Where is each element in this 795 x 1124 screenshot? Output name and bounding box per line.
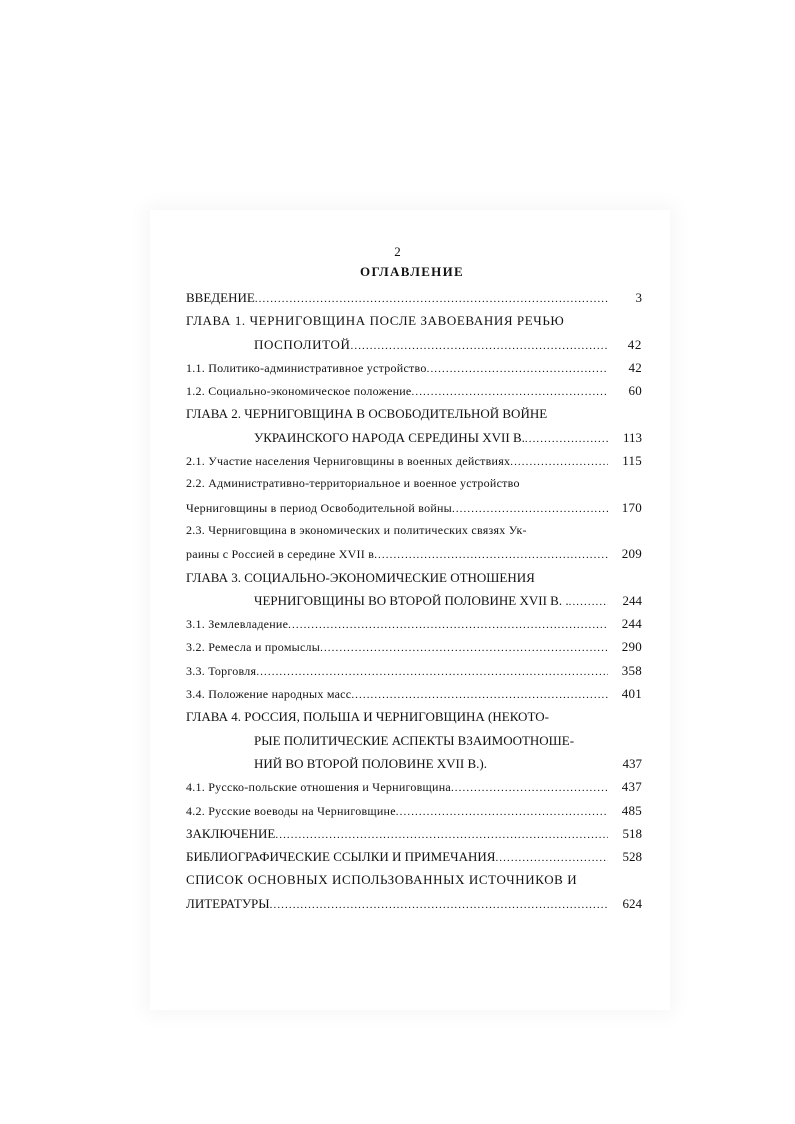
toc-entry-section-3-2[interactable]	[186, 635, 642, 658]
toc-entry-text: 3.4. Положение народных масс	[186, 687, 352, 702]
toc-page-number: 3	[635, 290, 642, 305]
toc-leader-dots	[510, 451, 608, 474]
toc-entry-section-3-4[interactable]	[186, 682, 642, 705]
toc-page-number: 401	[621, 686, 642, 702]
toc-entry-text: УКРАИНСКОГО НАРОДА СЕРЕДИНЫ XVII В.	[254, 429, 525, 445]
toc-entry-section-4-2[interactable]	[186, 799, 642, 822]
toc-page-number: 170	[621, 499, 642, 515]
toc-entry-introduction[interactable]	[186, 286, 642, 309]
toc-entry-text: ГЛАВА 3. СОЦИАЛЬНО-ЭКОНОМИЧЕСКИЕ ОТНОШЕНИЯ	[186, 569, 535, 585]
toc-entry-sources-cont[interactable]	[186, 892, 642, 915]
toc-page-number: 113	[622, 429, 642, 445]
toc-leader-dots	[320, 637, 608, 660]
toc-page-number: 60	[628, 383, 642, 399]
toc-entry-section-2-2[interactable]	[186, 472, 642, 495]
toc-leader-dots	[275, 824, 608, 847]
toc-entry-text: 3.2. Ремесла и промыслы	[186, 640, 321, 655]
toc-page-number: 437	[621, 779, 642, 795]
toc-entry-text: раины с Россией в середине XVII в	[186, 547, 375, 562]
toc-leader-dots	[256, 661, 608, 684]
toc-page-number: 42	[628, 359, 642, 375]
toc-entry-text: ГЛАВА 1. ЧЕРНИГОВЩИНА ПОСЛЕ ЗАВОЕВАНИЯ РЕЧЬЮ	[186, 313, 565, 329]
toc-page-number: 485	[621, 802, 642, 818]
toc-entry-chapter-2-cont[interactable]	[186, 426, 642, 449]
toc-page-number: 244	[621, 616, 642, 632]
toc-entry-text: 3.1. Землевладение	[186, 617, 289, 632]
toc-entry-chapter-4-cont-2[interactable]	[186, 752, 642, 775]
toc-leader-dots	[351, 684, 608, 707]
toc-page-number: 290	[621, 639, 642, 655]
toc-page-number: 528	[622, 849, 642, 865]
toc-leader-dots	[374, 544, 608, 567]
toc-title: ОГЛАВЛЕНИЕ	[360, 264, 464, 279]
toc-page-number: 209	[621, 546, 642, 562]
toc-leader-dots	[495, 847, 608, 870]
toc-entry-section-2-2-cont[interactable]	[186, 496, 642, 519]
toc-entry-references[interactable]	[186, 845, 642, 868]
toc-entry-chapter-2[interactable]	[186, 402, 642, 425]
toc-entry-text: Черниговщины в период Освободительной войны	[186, 500, 452, 515]
toc-entry-section-2-3[interactable]	[186, 519, 642, 542]
toc-entry-section-3-3[interactable]	[186, 659, 642, 682]
toc-entry-section-4-1[interactable]	[186, 775, 642, 798]
toc-entry-section-1-2[interactable]	[186, 379, 642, 402]
toc-entry-text: 1.2. Социально-экономическое положение	[186, 384, 412, 399]
page-number: 2	[394, 244, 401, 259]
toc-entry-sources[interactable]	[186, 868, 642, 891]
toc-entry-chapter-3-cont[interactable]	[186, 589, 642, 612]
toc-entry-chapter-1-cont[interactable]	[186, 333, 642, 356]
toc-entry-text: ЛИТЕРАТУРЫ	[186, 895, 270, 911]
toc-leader-dots	[270, 894, 608, 917]
toc-entry-text: РЫЕ ПОЛИТИЧЕСКИЕ АСПЕКТЫ ВЗАИМООТНОШЕ-	[254, 732, 575, 748]
toc-page-number: 518	[622, 825, 642, 841]
toc-entry-chapter-4-cont-1[interactable]	[186, 729, 642, 752]
toc-entry-text: 4.2. Русские воеводы на Черниговщине	[186, 803, 396, 818]
toc-entry-section-2-3-cont[interactable]	[186, 542, 642, 565]
toc-entry-text: ВВЕДЕНИЕ	[186, 290, 255, 305]
toc-page-number: 42	[627, 336, 642, 352]
toc-leader-dots	[427, 358, 608, 381]
toc-leader-dots	[255, 288, 608, 311]
toc-page-number: 437	[622, 755, 642, 771]
toc-entry-text: НИЙ ВО ВТОРОЙ ПОЛОВИНЕ XVII В.).	[254, 755, 487, 771]
toc-leader-dots	[452, 498, 608, 521]
toc-leader-dots	[451, 777, 608, 800]
toc-entry-text: ГЛАВА 4. РОССИЯ, ПОЛЬША И ЧЕРНИГОВЩИНА (НЕКОТО-	[186, 709, 549, 725]
toc-entry-text: ЗАКЛЮЧЕНИЕ	[186, 825, 276, 841]
toc-entry-section-2-1[interactable]	[186, 449, 642, 472]
toc-entry-text: 2.2. Административно-территориальное и военное устройство	[186, 476, 520, 491]
toc-entry-chapter-4[interactable]	[186, 705, 642, 728]
toc-entry-section-1-1[interactable]	[186, 356, 642, 379]
toc-entry-text: 4.1. Русско-польские отношения и Черниговщина	[186, 780, 451, 795]
toc-entry-text: ГЛАВА 2. ЧЕРНИГОВЩИНА В ОСВОБОДИТЕЛЬНОЙ ВОЙНЕ	[186, 406, 548, 422]
toc-page-number: 624	[622, 895, 642, 911]
toc-leader-dots	[412, 381, 609, 404]
toc-entry-text: 3.3. Торговля	[186, 663, 257, 678]
toc-entry-text: ПОСПОЛИТОЙ	[254, 336, 351, 352]
toc-page-number: 115	[622, 453, 642, 469]
toc-entry-conclusion[interactable]	[186, 822, 642, 845]
toc-leader-dots	[525, 428, 608, 451]
toc-page-number: 358	[621, 662, 642, 678]
toc-entry-chapter-1[interactable]	[186, 309, 642, 332]
toc-entry-text: 2.3. Черниговщина в экономических и политических связях Ук-	[186, 522, 527, 537]
toc-entry-section-3-1[interactable]	[186, 612, 642, 635]
toc-entry-chapter-3[interactable]	[186, 566, 642, 589]
toc-entry-text: БИБЛИОГРАФИЧЕСКИЕ ССЫЛКИ И ПРИМЕЧАНИЯ	[186, 849, 496, 865]
toc-entry-text: 2.1. Участие населения Черниговщины в военных действиях	[186, 454, 511, 469]
toc-entry-text: ЧЕРНИГОВЩИНЫ ВО ВТОРОЙ ПОЛОВИНЕ XVII В. .	[254, 592, 569, 608]
toc-leader-dots	[569, 591, 608, 614]
toc-page-number: 244	[622, 592, 642, 608]
toc-leader-dots	[351, 335, 609, 358]
toc-leader-dots	[396, 801, 608, 824]
toc-entry-text: 1.1. Политико-административное устройство	[186, 360, 427, 375]
toc-entry-text: СПИСОК ОСНОВНЫХ ИСПОЛЬЗОВАННЫХ ИСТОЧНИКОВ И	[186, 872, 578, 888]
table-of-contents	[186, 286, 642, 915]
toc-leader-dots	[288, 614, 608, 637]
